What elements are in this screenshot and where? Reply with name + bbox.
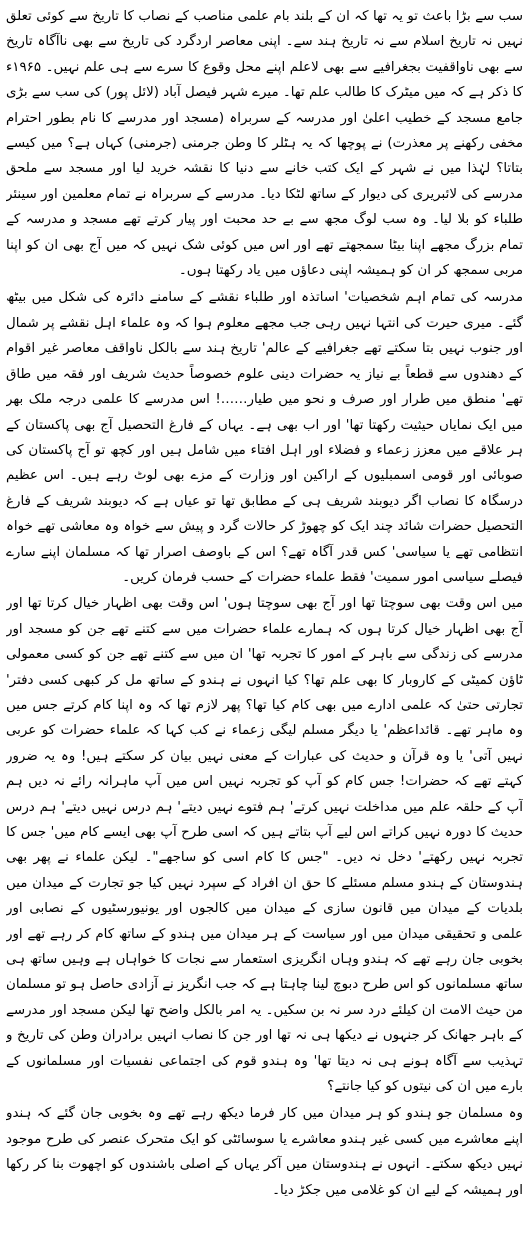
article-paragraph-2: مدرسہ کی تمام اہم شخصیات' اساتذہ اور طلباء نقشے کے سامنے دائرہ کی شکل میں بیٹھ گئے۔ میری حیرت کی انتہا نہیں رہی جب مجھے معلوم ہوا کہ وہ علماء اہل نقشے پر شمال اور جنوب نہیں بتا سکتے تھے جغرافیے کے عالم' تاریخ ہند سے بالکل ناواقف معاصر غیر اقوام کے دھندوں سے قطعاً بے نیاز یہ حضرات دینی علوم خصوصاً حدیث شریف اور فقہ میں طاق تھے' منطق میں طرار اور صرف و نحو میں طیار……! اس مدرسے کا علمی درجہ ملک بھر میں ایک نمایاں حیثیت رکھتا تھا' اور اب بھی ہے۔ یہاں کے فارغ التحصیل آج بھی پاکستان کے ہر علاقے میں معزز زعماء و فضلاء اور اہل افتاء میں شامل ہیں اور کچھ تو آج پاکستان کی صوبائی اور قومی اسمبلیوں کے اراکین اور وزارت کے مزے بھی لوٹ رہے ہیں۔ اس عظیم درسگاہ کا نصاب اگر دیوبند شریف ہی کے مطابق تھا تو عیاں ہے کہ دیوبند شریف کے فارغ التحصیل حضرات شائد چند ایک کو چھوڑ کر حالات گرد و پیش سے خواہ وہ معاشی تھے خواہ انتظامی تھے یا سیاسی' کس قدر آگاہ تھے؟ اس کے باوصف اصرار تھا کہ مسلمان اپنے سارے فیصلے سیاسی امور سمیت' فقط علماء حضرات کے حسب فرمان کریں۔ — [6, 290, 523, 585]
article-page — [6, 4, 523, 1254]
article-paragraph-4: وہ مسلمان جو ہندو کو ہر میدان میں کار فرما دیکھ رہے تھے وہ بخوبی جان گئے کہ ہندو اپنے معاشرے میں کسی غیر ہندو معاشرے یا سوسائٹی کو ایک متحرک عنصر کی طرح موجود نہیں دیکھ سکتے۔ انہوں نے ہندوستان میں آکر یہاں کے اصلی باشندوں کو اچھوت بنا کر رکھا اور ہمیشہ کے لیے ان کو غلامی میں جکڑ دیا۔ — [6, 1106, 523, 1198]
article-paragraph-3: میں اس وقت بھی سوچتا تھا اور آج بھی سوچتا ہوں' اس وقت بھی اظہار خیال کرتا تھا اور آج بھی اظہار خیال کرتا ہوں کہ ہمارے علماء حضرات میں سے کتنے تھے جن کو مسجد اور مدرسے کی زندگی سے باہر کے امور کا تجربہ تھا' ان میں سے کتنے تھے جن کو کسی معمولی ٹاؤن کمیٹی کے کاروبار کا بھی علم تھا؟ کیا انہوں نے ہندو کے ساتھ مل کر کبھی کسی دفتر' تجارتی حتیٰ کہ علمی ادارے میں بھی کام کیا تھا؟ پھر لازم تھا کہ وہ اپنا کام کرتے جس میں وہ ماہر تھے۔ قائداعظم' یا دیگر مسلم لیگی زعماء نے کب کہا کہ علماء حضرات کو عربی نہیں آتی' یا وہ قرآن و حدیث کی عبارات کے معنی نہیں بیان کر سکتے ہیں! وہ یہ ضرور کہتے تھے کہ حضرات! جس کام کو آپ کو تجربہ نہیں اس میں آپ ماہرانہ رائے نہ دیں ہم آپ کے حلقہ علم میں مداخلت نہیں کرتے' ہم فتوے نہیں دیتے' ہم درس نہیں دیتے' ہم درس حدیث کا دورہ نہیں کراتے اس لیے آپ بتاتے ہیں کہ اسی طرح آپ بھی ایسے کام میں' جس کا تجربہ نہیں رکھتے' دخل نہ دیں۔ "جس کا کام اسی کو ساجھے"۔ لیکن علماء نے پھر بھی ہندوستان کے ہندو مسلم مسئلے کا حق ان افراد کے سپرد نہیں کیا جو تجارت کے میدان میں بلدیات کے میدان میں قانون سازی کے میدان میں کالجوں اور یونیورسٹیوں کے نصابی اور علمی و تحقیقی میدان میں اور سیاست کے ہر میدان میں ہندو کے ساتھ کام کر رہے تھے اور بخوبی جان رہے تھے کہ ہندو وہاں انگریزی استعمار سے نجات کا خواہاں ہے وہیں ساتھ ہی ساتھ مسلمانوں کو اس طرح دبوچ لینا چاہتا ہے کہ جب انگریز نے آزادی حاصل ہو تو مسلمان من حیث الامت ان کیلئے درد سر نہ بن سکیں۔ یہ امر بالکل واضح تھا لیکن مسجد اور مدرسے کے باہر جھانک کر جنہوں نے دیکھا ہی نہ تھا اور جن کا نصاب انہیں برادران وطن کی تاریخ و تہذیب سے آگاہ ہونے ہی نہ دیتا تھا' وہ ہندو قوم کی اجتماعی نفسیات اور مسلمانوں کے بارے میں ان کی نیتوں کو کیا جانتے؟ — [6, 596, 523, 1095]
article-paragraph-1: سب سے بڑا باعث تو یہ تھا کہ ان کے بلند بام علمی مناصب کے نصاب کا تاریخ سے کوئی تعلق نہیں نہ تاریخ اسلام سے نہ تاریخ ہند سے۔ اپنی معاصر اردگرد کی تاریخ سے بھی ناآگاہ تاریخ سے بھی ناواقفیت بجغرافیے سے بھی لاعلم اپنے محل وقوع کا سرے سے ہی علم نہیں۔ ۱۹۶۵ء کا ذکر ہے کہ میں میٹرک کا طالب علم تھا۔ میرے شہر فیصل آباد (لائل پور) کی سب سے بڑی جامع مسجد کے خطیب اعلیٰ اور مدرسہ کے سربراہ (مسجد اور مدرسے کا نام بطور احترام مخفی رکھنے پر معذرت) نے پوچھا کہ یہ ہٹلر کا وطن جرمنی (جرمنی) کہاں ہے؟ میں کیسے بتاتا؟ لہٰذا میں نے شہر کے ایک کتب خانے سے دنیا کا نقشہ خرید لیا اور مسجد سے ملحق مدرسے کی لائبریری کی دیوار کے ساتھ لٹکا دیا۔ مدرسے کے سربراہ نے تمام معلمین اور سینئر طلباء کو بلا لیا۔ وہ سب لوگ مجھ سے بے حد محبت اور پیار کرتے تھے مسجد و مدرسہ کے تمام بزرگ مجھے اپنا بیٹا سمجھتے تھے اور اس میں کوئی شک نہیں کہ میں آج بھی ان کو اپنا مربی سمجھ کر ان کو ہمیشہ اپنی دعاؤں میں یاد رکھتا ہوں۔ — [6, 9, 523, 279]
